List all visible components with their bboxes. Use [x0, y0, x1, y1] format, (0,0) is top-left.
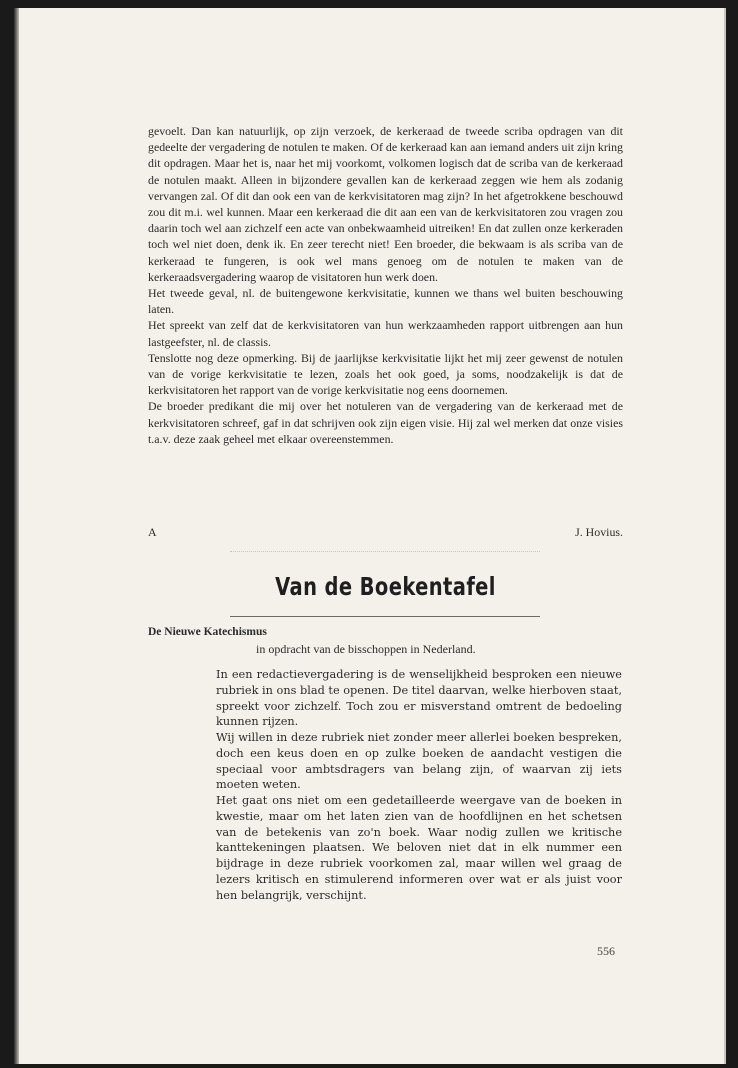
section-paragraph-1: In een redactievergadering is de wenselijkheid besproken een nieuwe rubriek in ons blad te openen. De titel daarvan, welke hierboven staat, spreekt voor zichzelf. Toch zou er misverstand omtrent de bedoeling kunnen rijzen.: [216, 668, 622, 729]
book-title: De Nieuwe Katechismus: [148, 626, 267, 638]
article-body: [148, 123, 623, 447]
signature-left: A: [148, 525, 157, 539]
heading-underline: [230, 616, 540, 617]
article-paragraph-2: Het tweede geval, nl. de buitengewone kerkvisitatie, kunnen we thans wel buiten beschouwing laten.: [148, 286, 623, 317]
page-right-edge: [724, 8, 726, 1064]
page-number: 556: [597, 944, 615, 958]
section-paragraph-2: Wij willen in deze rubriek niet zonder meer allerlei boeken bespreken, doch een keus doen en op zulke boeken de aandacht vestigen die speciaal voor ambtsdragers van belang zijn, of waarvan zij iets moeten weten.: [216, 731, 622, 792]
section-divider: [230, 551, 540, 552]
article-paragraph-1: gevoelt. Dan kan natuurlijk, op zijn verzoek, de kerkeraad de tweede scriba opdragen van dit gedeelte der vergadering de notulen te maken. Of de kerkeraad kan aan iemand anders uit zijn kring dit opdragen. Maar het is, naar het mij voorkomt, volkomen logisch dat de scriba van de kerkeraad de notulen maakt. Alleen in bijzondere gevallen kan de kerkeraad zeggen wie hem als zodanig vervangen zal. Of dit dan ook een van de kerkvisitatoren mag zijn? In het afgetrokkene beschouwd zou dit m.i. wel kunnen. Maar een kerkeraad die dit aan een van de kerkvisitatoren zou vragen zou daarin toch wel aan zichzelf een acte van onbekwaamheid uitreiken! En dat zullen onze kerkeraden toch wel niet doen, denk ik. En zeer terecht niet! Een broeder, die bekwaam is als scriba van de kerkeraad te fungeren, is ook wel mans genoeg om de notulen te maken van de kerkeraadsvergadering waarop de visitatoren hun werk doen.: [148, 124, 623, 284]
section-body: [216, 667, 622, 903]
signature-author: J. Hovius.: [575, 525, 623, 539]
page-binding-edge: [14, 8, 19, 1064]
section-paragraph-3: Het gaat ons niet om een gedetailleerde weergave van de boeken in kwestie, maar om het laten zien van de hoofdlijnen en het schetsen van de betekenis van zo'n boek. Waar nodig zullen we kritische kanttekeningen plaatsen. We beloven niet dat in elk nummer een bijdrage in deze rubriek voorkomen zal, maar willen wel graag de lezers kritisch en stimulerend informeren over wat er als juist voor hen belangrijk, verschijnt.: [216, 794, 622, 902]
article-paragraph-3: Het spreekt van zelf dat de kerkvisitatoren van hun werkzaamheden rapport uitbrengen aan hun lastgeefster, nl. de classis.: [148, 318, 623, 349]
signature-row: [148, 524, 623, 540]
section-heading: Van de Boekentafel: [275, 572, 496, 601]
article-paragraph-4: Tenslotte nog deze opmerking. Bij de jaarlijkse kerkvisitatie lijkt het mij zeer gewenst de notulen van de vorige kerkvisitatie te lezen, zoals het ook goed, ja soms, noodzakelijk is dat de kerkvisitatoren het rapport van de vorige kerkvisitatie nog eens doornemen.: [148, 350, 623, 398]
article-paragraph-5: De broeder predikant die mij over het notuleren van de vergadering van de kerkeraad met de kerkvisitatoren schreef, gaf in dat schrijven ook zijn eigen visie. Hij zal wel merken dat onze visies t.a.v. deze zaak geheel met elkaar overeenstemmen.: [148, 399, 623, 446]
book-subtitle: in opdracht van de bisschoppen in Nederland.: [256, 642, 476, 656]
